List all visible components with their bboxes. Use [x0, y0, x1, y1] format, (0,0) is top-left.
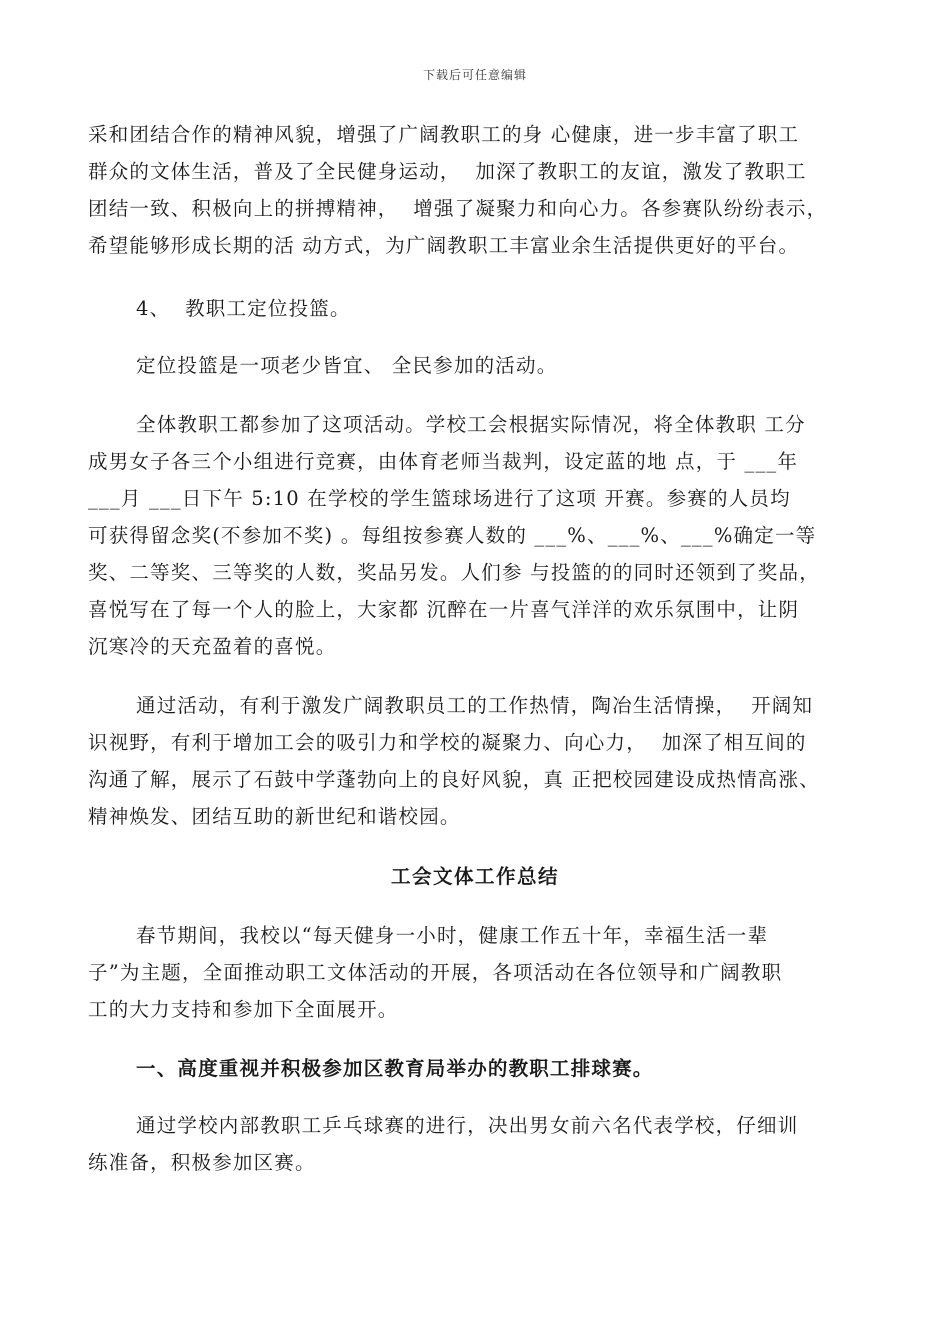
paragraph-line: 工的大力支持和参加下全面展开。 — [88, 998, 399, 1021]
paragraph-line: 成男女子各三个小组进行竞赛，由体育老师当裁判，设定蓝的地 点，于 ___年 — [88, 450, 799, 473]
paragraph-line: 希望能够形成长期的活 动方式，为广阔教职工丰富业余生活提供更好的平台。 — [88, 234, 800, 257]
paragraph-line: 春节期间，我校以“每天健身一小时，健康工作五十年，幸福生活一辈 — [136, 924, 769, 947]
paragraph-line: 团结一致、积极向上的拼搏精神， 增强了凝聚力和向心力。各参赛队纷纷表示， — [88, 197, 828, 220]
section-heading: 一、高度重视并积极参加区教育局举办的教职工排球赛。 — [136, 1057, 654, 1080]
paragraph-line: 喜悦写在了每一个人的脸上，大家都 沉醉在一片喜气洋洋的欢乐氛围中，让阴 — [88, 598, 800, 621]
paragraph-line: 精神焕发、团结互助的新世纪和谐校园。 — [88, 805, 461, 828]
paragraph-line: 群众的文体生活，普及了全民健身运动， 加深了教职工的友谊，激发了教职工 — [88, 160, 807, 183]
paragraph-line: 子”为主题，全面推动职工文体活动的开展，各项活动在各位领导和广阔教职 — [88, 961, 783, 984]
paragraph-line: 定位投篮是一项老少皆宜、 全民参加的活动。 — [136, 354, 558, 377]
paragraph-line: 通过活动，有利于激发广阔教职员工的工作热情，陶冶生活情操， 开阔知 — [136, 694, 814, 717]
paragraph-line: 可获得留念奖(不参加不奖) 。每组按参赛人数的 ___%、___%、___%确定一等 — [88, 524, 817, 547]
paragraph-line: 奖、二等奖、三等奖的人数，奖品另发。人们参 与投篮的的同时还领到了奖品， — [88, 561, 820, 584]
paragraph-line: 全体教职工都参加了这项活动。学校工会根据实际情况，将全体教职 工分 — [136, 413, 806, 436]
paragraph-line: 采和团结合作的精神风貌，增强了广阔教职工的身 心健康，进一步丰富了职工 — [88, 123, 800, 146]
paragraph-line: 练准备，积极参加区赛。 — [88, 1151, 316, 1174]
paragraph-line: ___月 ___日下午 5:10 在学校的学生篮球场进行了这项 开赛。参赛的人员均 — [88, 487, 791, 510]
paragraph-line: 沉寒冷的天充盈着的喜悦。 — [88, 635, 337, 658]
section-title: 工会文体工作总结 — [390, 865, 559, 888]
paragraph-line: 识视野，有利于增加工会的吸引力和学校的凝聚力、向心力， 加深了相互间的 — [88, 731, 807, 754]
page-header-note: 下载后可任意编辑 — [422, 68, 527, 82]
paragraph-line: 沟通了解，展示了石鼓中学蓬勃向上的良好风貌，真 正把校园建设成热情高涨、 — [88, 768, 820, 791]
list-item-heading: 4、 教职工定位投篮。 — [136, 297, 351, 320]
paragraph-line: 通过学校内部教职工乒乓球赛的进行，决出男女前六名代表学校，仔细训 — [136, 1114, 799, 1137]
